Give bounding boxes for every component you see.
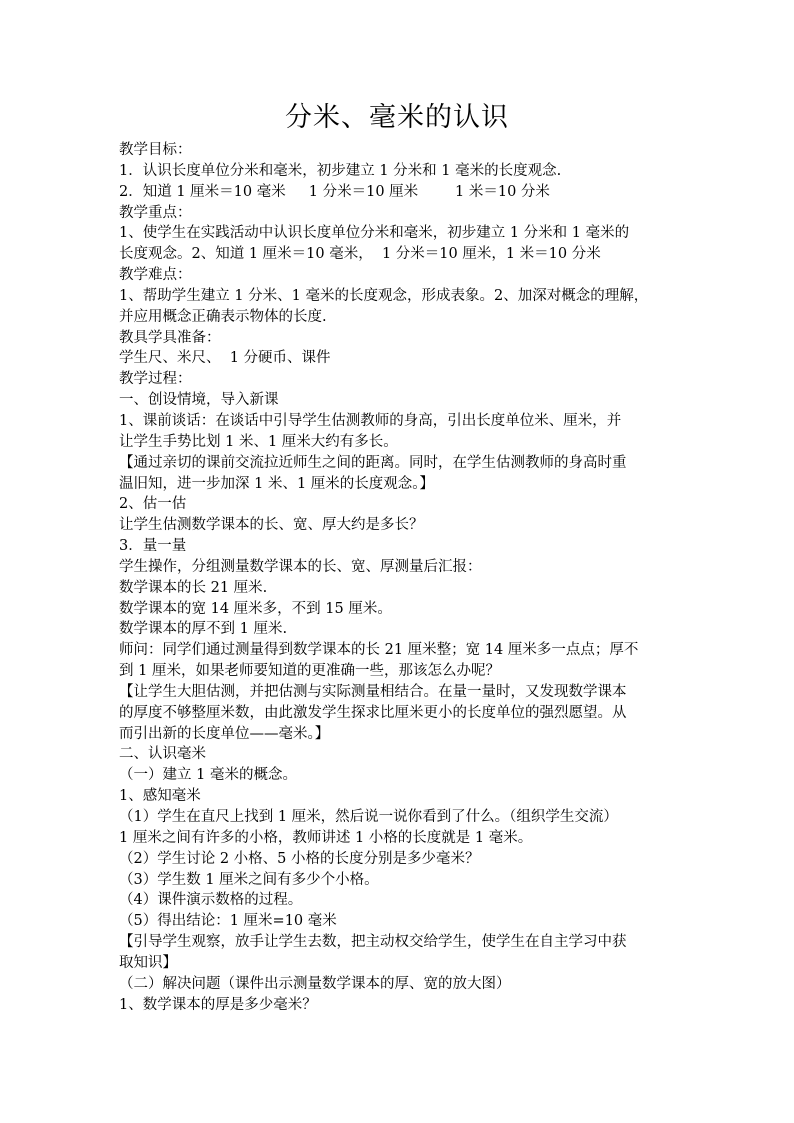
process-step-heading: 二、认识毫米 (119, 746, 206, 763)
process-step-heading: 一、创设情境，导入新课 (119, 392, 279, 409)
sub-step-heading: （一）建立 1 毫米的概念。 (119, 767, 297, 784)
annotation-line: 温旧知，进一步加深 1 米、1 厘米的长度观念。】 (119, 475, 435, 492)
difficulty-line: 并应用概念正确表示物体的长度. (119, 308, 327, 325)
annotation-line: 【让学生大胆估测，并把估测与实际测量相结合。在量一量时，又发现数学课本 (119, 683, 627, 700)
annotation-line: 的厚度不够整厘米数，由此激发学生探求比厘米更小的长度单位的强烈愿望。从 (119, 704, 627, 721)
list-item: （5）得出结论：1 厘米=10 毫米 (119, 913, 337, 930)
list-item: （2）学生讨论 2 小格、5 小格的长度分别是多少毫米？ (119, 850, 480, 867)
paragraph-line: 数学课本的宽 14 厘米多，不到 15 厘米。 (119, 600, 392, 617)
paragraph-line: 1、课前谈话：在谈话中引导学生估测教师的身高，引出长度单位米、厘米，并 (119, 412, 622, 429)
sub-step-heading: 1、感知毫米 (119, 788, 201, 805)
document-title: 分米、毫米的认识 (285, 102, 509, 133)
objective-item-1: 1．认识长度单位分米和毫米，初步建立 1 分米和 1 毫米的长度观念. (119, 162, 562, 179)
document-body (119, 140, 679, 1015)
paragraph-line: 师问：同学们通过测量得到数学课本的长 21 厘米整；宽 14 厘米多一点点；厚不 (119, 642, 639, 659)
sub-step-heading: 2、估一估 (119, 496, 187, 513)
paragraph-line: 学生操作，分组测量数学课本的长、宽、厚测量后汇报： (119, 558, 482, 575)
paragraph-line: 让学生估测数学课本的长、宽、厚大约是多长？ (119, 517, 424, 534)
section-heading-difficulties: 教学难点： (119, 267, 192, 284)
section-heading-objectives: 教学目标： (119, 142, 192, 158)
list-item: （1）学生在直尺上找到 1 厘米，然后说一说你看到了什么。（组织学生交流） (119, 809, 618, 825)
key-point-line: 长度观念。2、知道 1 厘米＝10 毫米， 1 分米＝10 厘米，1 米＝10 分米 (119, 246, 601, 263)
sub-step-heading: （二）解决问题（课件出示测量数学课本的厚、宽的放大图） (119, 975, 511, 992)
section-heading-materials: 教具学具准备： (119, 329, 221, 346)
materials-line: 学生尺、米尺、 1 分硬币、课件 (119, 350, 331, 367)
paragraph-line: 1、数学课本的厚是多少毫米？ (119, 996, 317, 1013)
list-item: （4）课件演示数格的过程。 (119, 892, 303, 909)
objective-item-2: 2．知道 1 厘米＝10 毫米 1 分米＝10 厘米 1 米＝10 分米 (119, 183, 550, 200)
sub-step-heading: 3．量一量 (119, 538, 187, 555)
paragraph-line: 让学生手势比划 1 米、1 厘米大约有多长。 (119, 433, 398, 450)
section-heading-process: 教学过程： (119, 371, 192, 388)
annotation-line: 【通过亲切的课前交流拉近师生之间的距离。同时，在学生估测教师的身高时重 (119, 454, 627, 471)
annotation-line: 【引导学生观察，放手让学生去数，把主动权交给学生，使学生在自主学习中获 (119, 934, 627, 951)
paragraph-line: 数学课本的厚不到 1 厘米. (119, 621, 288, 638)
paragraph-line: 到 1 厘米，如果老师要知道的更准确一些，那该怎么办呢？ (119, 663, 500, 680)
paragraph-line: 数学课本的长 21 厘米. (119, 579, 268, 596)
difficulty-line: 1、帮助学生建立 1 分米、1 毫米的长度观念，形成表象。2、加深对概念的理解， (119, 287, 649, 304)
annotation-line: 取知识】 (119, 954, 177, 971)
paragraph-line: 1 厘米之间有许多的小格，教师讲述 1 小格的长度就是 1 毫米。 (119, 829, 533, 846)
key-point-line: 1、使学生在实践活动中认识长度单位分米和毫米，初步建立 1 分米和 1 毫米的 (119, 225, 630, 242)
section-heading-key-points: 教学重点： (119, 204, 192, 221)
list-item: （3）学生数 1 厘米之间有多少个小格。 (119, 871, 379, 888)
annotation-line: 而引出新的长度单位——毫米。】 (119, 725, 330, 742)
